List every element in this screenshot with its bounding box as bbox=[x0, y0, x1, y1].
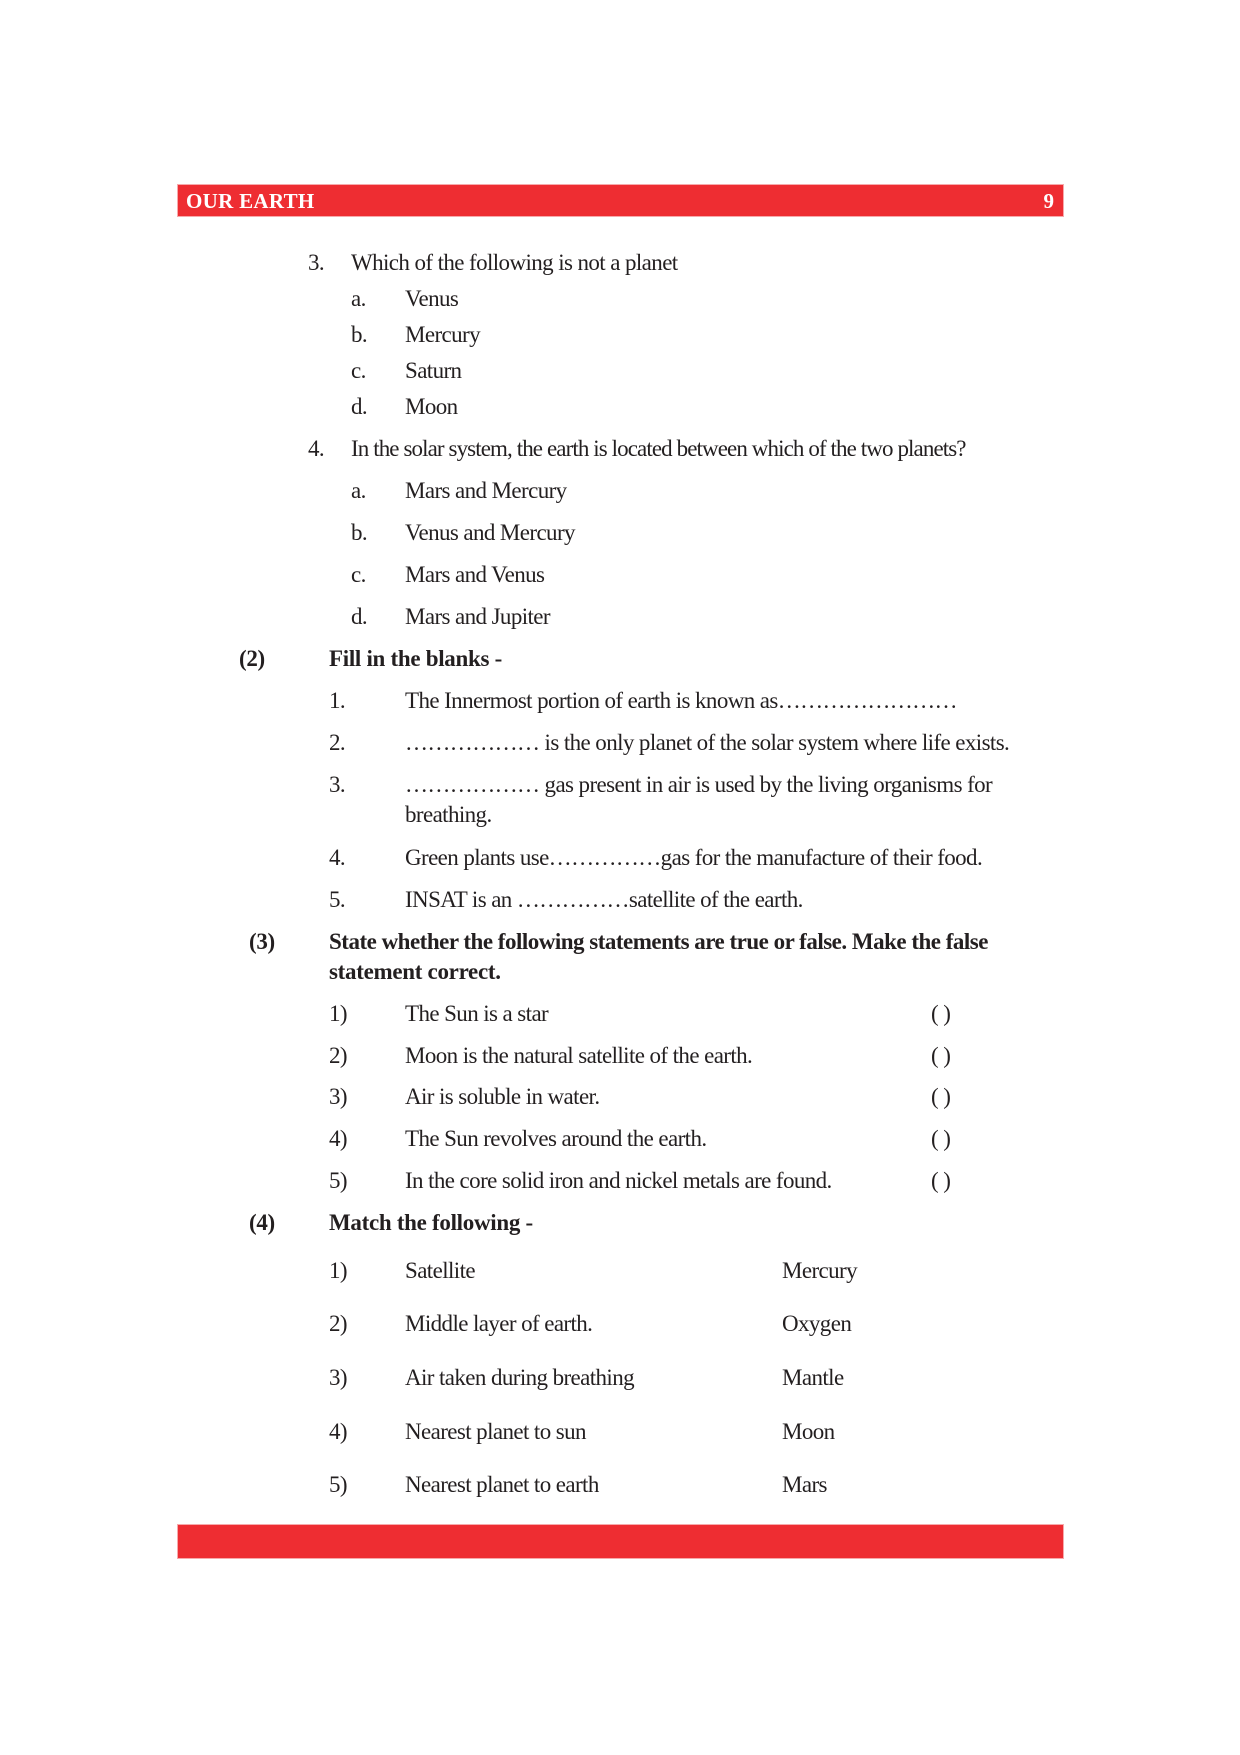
option-label: b. bbox=[351, 520, 368, 545]
item-label: 4. bbox=[329, 845, 346, 870]
item-label: 5) bbox=[329, 1472, 347, 1497]
item-label: 5. bbox=[329, 887, 346, 912]
match-right: Mercury bbox=[782, 1258, 857, 1283]
section-heading: State whether the following statements are true or false. Make the false bbox=[329, 929, 988, 954]
answer-blank: ( ) bbox=[931, 1043, 951, 1068]
item-label: 1. bbox=[329, 688, 346, 713]
fill-blank-item: Green plants use……………gas for the manufacture of their food. bbox=[405, 845, 983, 870]
question-number: 3. bbox=[308, 250, 325, 275]
match-left: Nearest planet to earth bbox=[405, 1472, 599, 1497]
chapter-title: OUR EARTH bbox=[186, 189, 315, 213]
option-label: a. bbox=[351, 286, 366, 311]
item-label: 5) bbox=[329, 1168, 347, 1193]
fill-blank-item: INSAT is an ……………satellite of the earth. bbox=[405, 887, 803, 912]
option-text: Mars and Venus bbox=[405, 562, 545, 587]
statement-text: Air is soluble in water. bbox=[405, 1084, 600, 1109]
option-label: d. bbox=[351, 394, 368, 419]
fill-blank-item: ……………… gas present in air is used by the living organisms for bbox=[405, 772, 993, 797]
item-label: 1) bbox=[329, 1001, 347, 1026]
option-label: a. bbox=[351, 478, 366, 503]
answer-blank: ( ) bbox=[931, 1168, 951, 1193]
match-right: Moon bbox=[782, 1419, 835, 1444]
statement-text: The Sun is a star bbox=[405, 1001, 549, 1026]
question-number: 4. bbox=[308, 436, 325, 461]
item-label: 2. bbox=[329, 730, 346, 755]
answer-blank: ( ) bbox=[931, 1001, 951, 1026]
answer-blank: ( ) bbox=[931, 1084, 951, 1109]
item-label: 2) bbox=[329, 1043, 347, 1068]
fill-blank-item: ……………… is the only planet of the solar system where life exists. bbox=[405, 730, 1010, 755]
item-label: 3. bbox=[329, 772, 346, 797]
item-label: 1) bbox=[329, 1258, 347, 1283]
match-left: Satellite bbox=[405, 1258, 475, 1283]
section-heading: Match the following - bbox=[329, 1210, 533, 1235]
item-label: 4) bbox=[329, 1126, 347, 1151]
answer-blank: ( ) bbox=[931, 1126, 951, 1151]
option-label: d. bbox=[351, 604, 368, 629]
match-right: Oxygen bbox=[782, 1311, 852, 1336]
page-footer-bar bbox=[178, 1525, 1063, 1558]
statement-text: In the core solid iron and nickel metals are found. bbox=[405, 1168, 832, 1193]
section-number: (2) bbox=[239, 646, 265, 671]
match-left: Air taken during breathing bbox=[405, 1365, 635, 1390]
match-left: Middle layer of earth. bbox=[405, 1311, 593, 1336]
option-text: Mars and Mercury bbox=[405, 478, 567, 503]
option-text: Venus bbox=[405, 286, 459, 311]
section-number: (4) bbox=[249, 1210, 275, 1235]
item-label: 3) bbox=[329, 1365, 347, 1390]
statement-text: Moon is the natural satellite of the earth. bbox=[405, 1043, 753, 1068]
item-label: 4) bbox=[329, 1419, 347, 1444]
statement-text: The Sun revolves around the earth. bbox=[405, 1126, 707, 1151]
match-right: Mars bbox=[782, 1472, 827, 1497]
option-text: Mars and Jupiter bbox=[405, 604, 550, 629]
option-text: Venus and Mercury bbox=[405, 520, 575, 545]
option-text: Moon bbox=[405, 394, 458, 419]
item-label: 3) bbox=[329, 1084, 347, 1109]
question-text: In the solar system, the earth is located between which of the two planets? bbox=[351, 436, 966, 461]
page-number: 9 bbox=[1043, 189, 1054, 213]
section-heading-continuation: statement correct. bbox=[329, 959, 501, 984]
section-number: (3) bbox=[249, 929, 275, 954]
fill-blank-item-continuation: breathing. bbox=[405, 802, 492, 827]
option-text: Saturn bbox=[405, 358, 462, 383]
option-label: c. bbox=[351, 358, 366, 383]
item-label: 2) bbox=[329, 1311, 347, 1336]
option-text: Mercury bbox=[405, 322, 480, 347]
match-right: Mantle bbox=[782, 1365, 844, 1390]
option-label: c. bbox=[351, 562, 366, 587]
section-heading: Fill in the blanks - bbox=[329, 646, 502, 671]
option-label: b. bbox=[351, 322, 368, 347]
fill-blank-item: The Innermost portion of earth is known as…………………… bbox=[405, 688, 957, 713]
match-left: Nearest planet to sun bbox=[405, 1419, 586, 1444]
page-header-bar bbox=[178, 185, 1063, 216]
question-text: Which of the following is not a planet bbox=[351, 250, 678, 275]
